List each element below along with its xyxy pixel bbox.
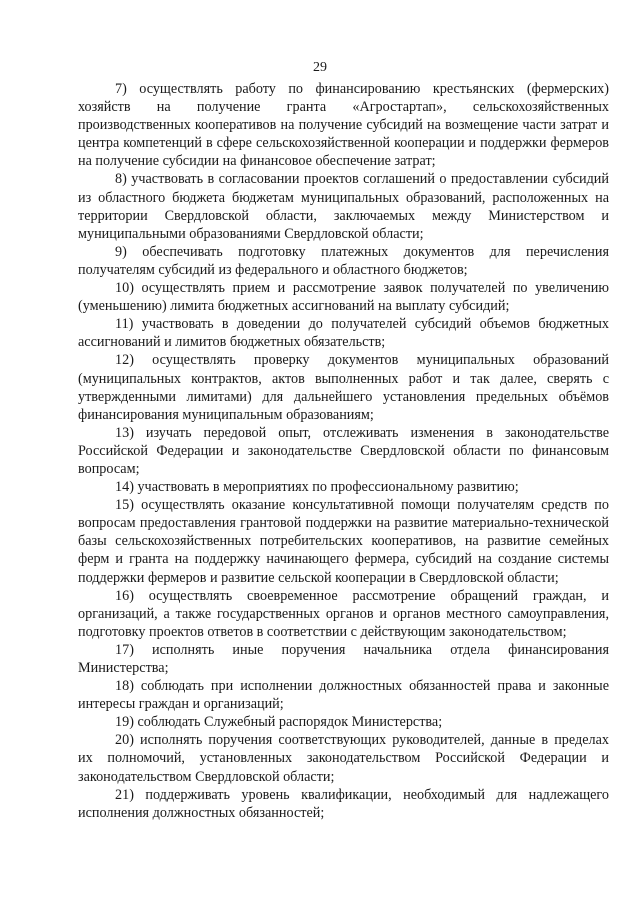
paragraph-item-12: 12) осуществлять проверку документов муниципальных образований (муниципальных контрактов, актов выполненных работ и так далее, сверять с утвержденными лимитами) для дальнейшего установления предельных объёмов финансирования муниципальным образованиям; <box>78 352 609 423</box>
paragraph-item-13: 13) изучать передовой опыт, отслеживать изменения в законодательстве Российской Федерации и законодательстве Свердловской области по финансовым вопросам; <box>78 424 609 477</box>
paragraph-item-17: 17) исполнять иные поручения начальника отдела финансирования Министерства; <box>78 641 609 676</box>
paragraph-item-9: 9) обеспечивать подготовку платежных документов для перечисления получателям субсидий из федерального и областного бюджетов; <box>78 243 609 278</box>
paragraph-item-15: 15) осуществлять оказание консультативной помощи получателям средств по вопросам предоставления грантовой поддержки на развитие материально-технической базы сельскохозяйственных потребительских кооперативов, на развитие семейных ферм и гранта на поддержку начинающего фермера, субсидий на создание системы поддержки фермеров и развитие сельской кооперации в Свердловской области; <box>78 497 609 586</box>
document-body <box>78 80 609 822</box>
paragraph-item-8: 8) участвовать в согласовании проектов соглашений о предоставлении субсидий из областного бюджета бюджетам муниципальных образований, расположенных на территории Свердловской области, заключаемых между Министерством и муниципальными образованиями Свердловской области; <box>78 171 609 242</box>
page-number: 29 <box>313 60 327 75</box>
paragraph-item-7: 7) осуществлять работу по финансированию крестьянских (фермерских) хозяйств на получение гранта «Агростартап», сельскохозяйственных производственных кооперативов на получение субсидий на возмещение части затрат и центра компетенций в сфере сельскохозяйственной кооперации и поддержки фермеров на получение субсидии на финансовое обеспечение затрат; <box>78 81 609 170</box>
paragraph-item-10: 10) осуществлять прием и рассмотрение заявок получателей по увеличению (уменьшению) лимита бюджетных ассигнований на выплату субсидий; <box>78 280 609 315</box>
paragraph-item-11: 11) участвовать в доведении до получателей субсидий объемов бюджетных ассигнований и лимитов бюджетных обязательств; <box>78 316 609 351</box>
paragraph-item-14: 14) участвовать в мероприятиях по профессиональному развитию; <box>115 479 519 496</box>
paragraph-item-21: 21) поддерживать уровень квалификации, необходимый для надлежащего исполнения должностных обязанностей; <box>78 786 609 821</box>
paragraph-item-18: 18) соблюдать при исполнении должностных обязанностей права и законные интересы граждан и организаций; <box>78 678 609 713</box>
paragraph-item-16: 16) осуществлять своевременное рассмотрение обращений граждан, и организаций, а также государственных органов и органов местного самоуправления, подготовку проектов ответов в соответствии с действующим законодательством; <box>78 587 609 640</box>
paragraph-item-19: 19) соблюдать Служебный распорядок Министерства; <box>115 714 443 731</box>
paragraph-item-20: 20) исполнять поручения соответствующих руководителей, данные в пределах их полномочий, установленных законодательством Российской Федерации и законодательством Свердловской области; <box>78 732 609 785</box>
